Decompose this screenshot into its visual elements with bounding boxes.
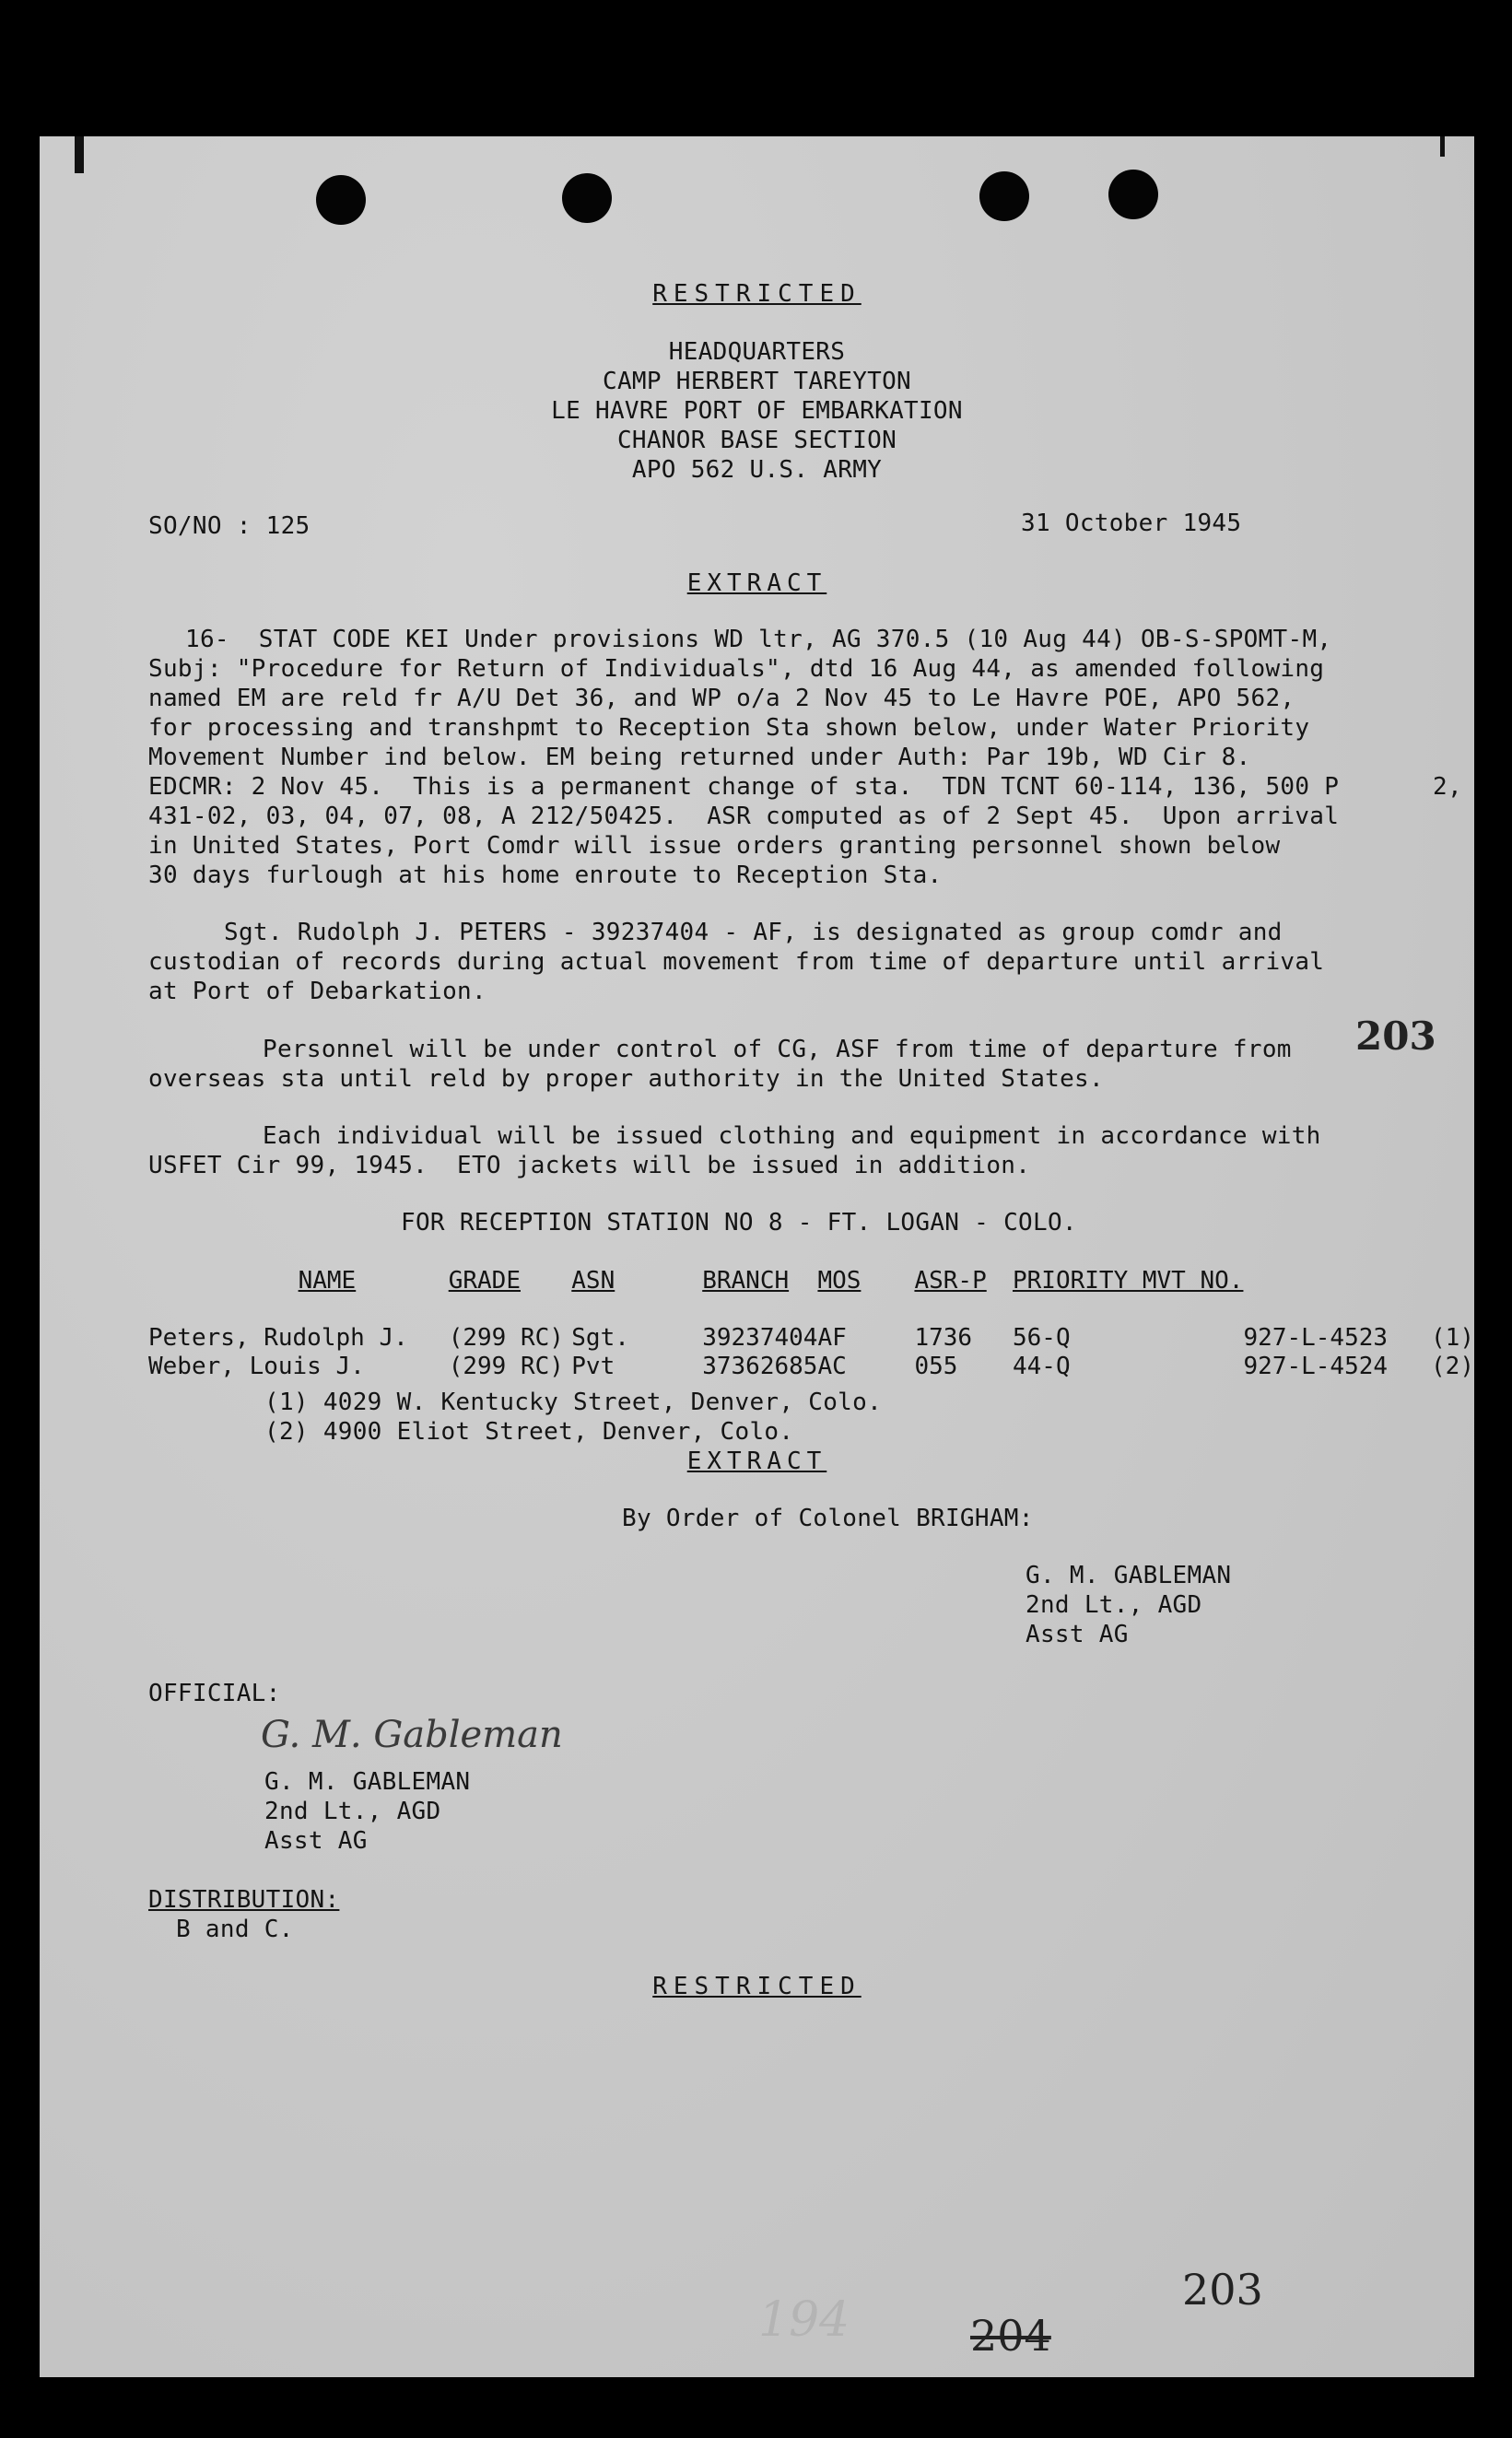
official-line: G. M. GABLEMAN xyxy=(264,1768,471,1796)
priority-number: 927-L-4524 xyxy=(1243,1352,1389,1380)
classification-bottom: RESTRICTED xyxy=(652,1973,861,2000)
official-line: Asst AG xyxy=(264,1827,368,1855)
reception-station: FOR RECEPTION STATION NO 8 - FT. LOGAN - COLO. xyxy=(401,1209,1077,1237)
paragraph-line: custodian of records during actual movement from time of departure until arrival xyxy=(148,948,1325,976)
table-row xyxy=(148,1323,1474,1352)
paragraph-line: USFET Cir 99, 1945. ETO jackets will be issued in addition. xyxy=(148,1152,1031,1179)
column-header: NAME xyxy=(298,1266,357,1295)
paragraph-line: overseas sta until reld by proper authority in the United States. xyxy=(148,1065,1104,1093)
signer-line: Asst AG xyxy=(1026,1621,1129,1648)
paragraph-line: Sgt. Rudolph J. PETERS - 39237404 - AF, is designated as group comdr and xyxy=(224,919,1283,946)
cell-name: Peters, Rudolph J. xyxy=(148,1323,408,1352)
paragraph-line: for processing and transhpmt to Reception Sta shown below, under Water Priority xyxy=(148,714,1310,742)
column-header xyxy=(148,1266,299,1295)
distribution-value: B and C. xyxy=(176,1916,294,1943)
cell-priority xyxy=(1244,1323,1474,1352)
header-line: LE HAVRE PORT OF EMBARKATION xyxy=(551,397,963,425)
extract-footer: EXTRACT xyxy=(686,1448,827,1475)
by-order-line: By Order of Colonel BRIGHAM: xyxy=(622,1505,1034,1532)
paragraph-line: named EM are reld fr A/U Det 36, and WP o/a 2 Nov 45 to Le Havre POE, APO 562, xyxy=(148,685,1295,712)
cell-priority xyxy=(1244,1352,1474,1380)
spacer xyxy=(148,1295,1474,1323)
paragraph-line: 16- STAT CODE KEI Under provisions WD ltr, AG 370.5 (10 Aug 44) OB-S-SPOMT-M, xyxy=(185,626,1332,653)
punch-hole xyxy=(979,171,1029,221)
column-header: BRANCH xyxy=(702,1266,790,1295)
column-header: GRADE xyxy=(448,1266,521,1295)
order-number: SO/NO : 125 xyxy=(148,512,311,540)
footnote-ref: (1) xyxy=(1431,1323,1474,1352)
column-header: ASN xyxy=(571,1266,615,1295)
cell-unit: (299 RC) xyxy=(448,1323,564,1352)
margin-page-number: 203 xyxy=(1355,1014,1436,1059)
punch-hole xyxy=(562,173,612,223)
cell-asr: 56-Q xyxy=(1013,1323,1071,1352)
punch-hole xyxy=(316,175,366,225)
order-date: 31 October 1945 xyxy=(1021,510,1242,537)
table-header-row xyxy=(148,1266,1474,1295)
table-row xyxy=(148,1352,1474,1380)
cell-unit: (299 RC) xyxy=(448,1352,564,1380)
paragraph-line: Each individual will be issued clothing and equipment in accordance with xyxy=(263,1122,1321,1150)
footnote-ref: (2) xyxy=(1431,1352,1474,1380)
classification-top: RESTRICTED xyxy=(652,280,861,308)
paragraph-line: EDCMR: 2 Nov 45. This is a permanent change of sta. TDN TCNT 60-114, 136, 500 P xyxy=(148,773,1340,801)
column-header: PRIORITY MVT NO. xyxy=(1013,1266,1244,1295)
header-line: APO 562 U.S. ARMY xyxy=(631,456,883,484)
distribution-label: DISTRIBUTION: xyxy=(148,1886,340,1914)
header-line: CAMP HERBERT TAREYTON xyxy=(602,368,912,395)
cell-branch: AF xyxy=(817,1323,847,1352)
cell-name: Weber, Louis J. xyxy=(148,1352,365,1380)
paragraph-line: Movement Number ind below. EM being returned under Auth: Par 19b, WD Cir 8. xyxy=(148,744,1251,771)
signer-line: 2nd Lt., AGD xyxy=(1026,1591,1202,1619)
header-line: HEADQUARTERS xyxy=(668,338,846,366)
column-header: MOS xyxy=(817,1266,861,1295)
tape-mark xyxy=(1440,136,1445,157)
tdn-continuation: 2, xyxy=(1433,773,1462,801)
cell-grade: Sgt. xyxy=(571,1323,629,1352)
column-header xyxy=(1244,1266,1474,1295)
official-label: OFFICIAL: xyxy=(148,1680,281,1707)
cell-mos: 1736 xyxy=(914,1323,973,1352)
current-page-number: 203 xyxy=(1182,2265,1263,2315)
paragraph-line: 431-02, 03, 04, 07, 08, A 212/50425. ASR computed as of 2 Sept 45. Upon arrival xyxy=(148,803,1340,830)
struck-page-number: 204 xyxy=(970,2311,1051,2361)
roster-table xyxy=(148,1266,1474,1380)
cell-branch: AC xyxy=(817,1352,847,1380)
tape-mark xyxy=(75,136,84,173)
priority-number: 927-L-4523 xyxy=(1243,1323,1389,1352)
cell-asn: 39237404 xyxy=(702,1323,818,1352)
punch-hole xyxy=(1108,170,1158,219)
header-line: CHANOR BASE SECTION xyxy=(616,427,897,454)
pencil-page-number: 194 xyxy=(758,2292,850,2348)
handwritten-signature: G. M. Gableman xyxy=(261,1714,563,1756)
cell-asn: 37362685 xyxy=(702,1352,818,1380)
signer-line: G. M. GABLEMAN xyxy=(1026,1562,1232,1589)
paragraph-line: Personnel will be under control of CG, ASF from time of departure from xyxy=(263,1036,1292,1063)
cell-asr: 44-Q xyxy=(1013,1352,1071,1380)
extract-title: EXTRACT xyxy=(686,569,827,597)
paragraph-line: Subj: "Procedure for Return of Individuals", dtd 16 Aug 44, as amended following xyxy=(148,655,1325,683)
paragraph-line: at Port of Debarkation. xyxy=(148,978,486,1005)
column-header: ASR-P xyxy=(914,1266,987,1295)
cell-mos: 055 xyxy=(914,1352,958,1380)
address-line: (1) 4029 W. Kentucky Street, Denver, Colo. xyxy=(264,1389,883,1416)
paragraph-line: 30 days furlough at his home enroute to Reception Sta. xyxy=(148,862,943,889)
document-page xyxy=(40,136,1474,2377)
cell-grade: Pvt xyxy=(571,1352,615,1380)
address-line: (2) 4900 Eliot Street, Denver, Colo. xyxy=(264,1418,794,1446)
official-line: 2nd Lt., AGD xyxy=(264,1798,441,1825)
paragraph-line: in United States, Port Comdr will issue orders granting personnel shown below xyxy=(148,832,1281,860)
